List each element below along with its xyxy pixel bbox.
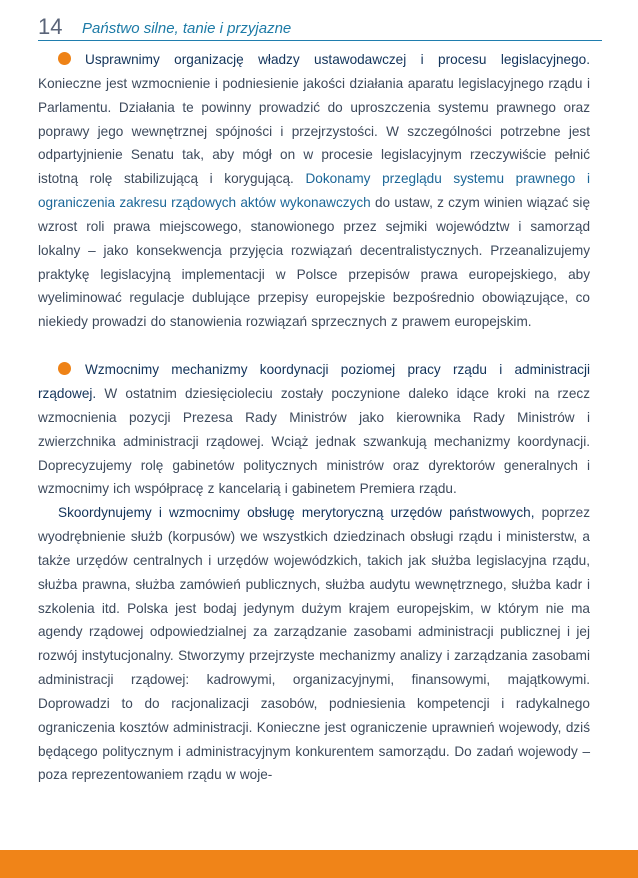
highlighted-text: Dokonamy przeglądu systemu prawnego i ograniczenia zakresu rządowych aktów wykonawczych: [38, 171, 590, 211]
paragraph-lead: Wzmocnimy mechanizmy koordynacji poziomej pracy rządu i administracji rządowej.: [38, 362, 590, 401]
paragraph-text: Konieczne jest wzmocnienie i podniesienie jakości działania aparatu legislacyjnego rządu i Parlamentu. Działania te powinny prowadzić do uproszczenia systemu prawnego oraz poprawy jego wewnętrznej spójności i przejrzystości. W szczególności potrzebne jest odpartyjnienie Senatu tak, aby mógł on w procesie legislacyjnym rzeczywiście pełnić istotną rolę stabilizującą i korygującą.: [38, 75, 590, 187]
paragraph-text: W ostatnim dziesięcioleciu zostały poczynione daleko idące kroki na rzecz wzmocnienia pozycji Prezesa Rady Ministrów jako kierownika Rady Ministrów i zwierzchnika administracji rządowej. Wciąż jednak szwankują mechanizmy koordynacji. Doprecyzujemy rolę gabinetów politycznych ministrów oraz dyrektorów generalnych i wzmocnimy ich współpracę z kancelarią i gabinetem Premiera rządu.: [38, 385, 590, 497]
paragraph-text: poprzez wyodrębnienie służb (korpusów) we wszystkich dziedzinach obsługi rządu i ministerstw, a także urzędów centralnych i urzędów wojewódzkich, takich jak służba legislacyjna rządu, służba prawna, służba zamówień publicznych, służba audytu wewnętrznego, służba kadr i szkolenia itd. Polska jest bodaj jedynym dużym krajem europejskim, w którym nie ma agendy rządowej odpowiedzialnej za zarządzanie zasobami administracji publicznej i jej rozwój instytucjonalny. Stworzymy przejrzyste mechanizmy analizy i zarządzania zasobami administracji rządowej: kadrowymi, organizacyjnymi, finansowymi, majątkowymi. Doprowadzi to do racjonalizacji zasobów, podniesienia kompetencji i radykalnego ograniczenia kosztów administracji. Konieczne jest ograniczenie uprawnień wojewody, dziś będącego politycznym i administracyjnym konkurentem samorządu. Do zadań wojewody – poza reprezentowaniem rządu w woje-: [38, 505, 590, 783]
paragraph-coordination: [38, 358, 590, 501]
paragraph-services: [38, 501, 590, 787]
circle-bullet-icon: [58, 362, 71, 375]
paragraph-lead: Skoordynujemy i wzmocnimy obsługę merytoryczną urzędów państwowych,: [58, 505, 535, 521]
paragraph-text: do ustaw, z czym winien wiązać się wzrost roli prawa miejscowego, stanowionego przez sejmiki województw i samorząd lokalny – jako konsekwencja przyjęcia rozwiązań decentralistycznych. Przeanalizujemy praktykę legislacyjną implementacji w Polsce przepisów prawa europejskiego, aby wyeliminować regulacje dublujące przepisy europejskie bezpośrednio obowiązujące, co niekiedy prowadzi do stanowienia rozwiązań sprzecznych z prawem europejskim.: [38, 195, 591, 330]
paragraph-lead: Usprawnimy organizację władzy ustawodawczej i procesu legislacyjnego.: [85, 52, 590, 67]
running-title: Państwo silne, tanie i przyjazne: [82, 20, 292, 37]
circle-bullet-icon: [58, 52, 71, 65]
page-header: [38, 8, 600, 42]
page-number: 14: [38, 14, 63, 39]
header-rule: [38, 40, 602, 41]
footer-bar: [0, 850, 638, 878]
paragraph-legislation: [38, 48, 590, 334]
body-text: [38, 48, 590, 787]
